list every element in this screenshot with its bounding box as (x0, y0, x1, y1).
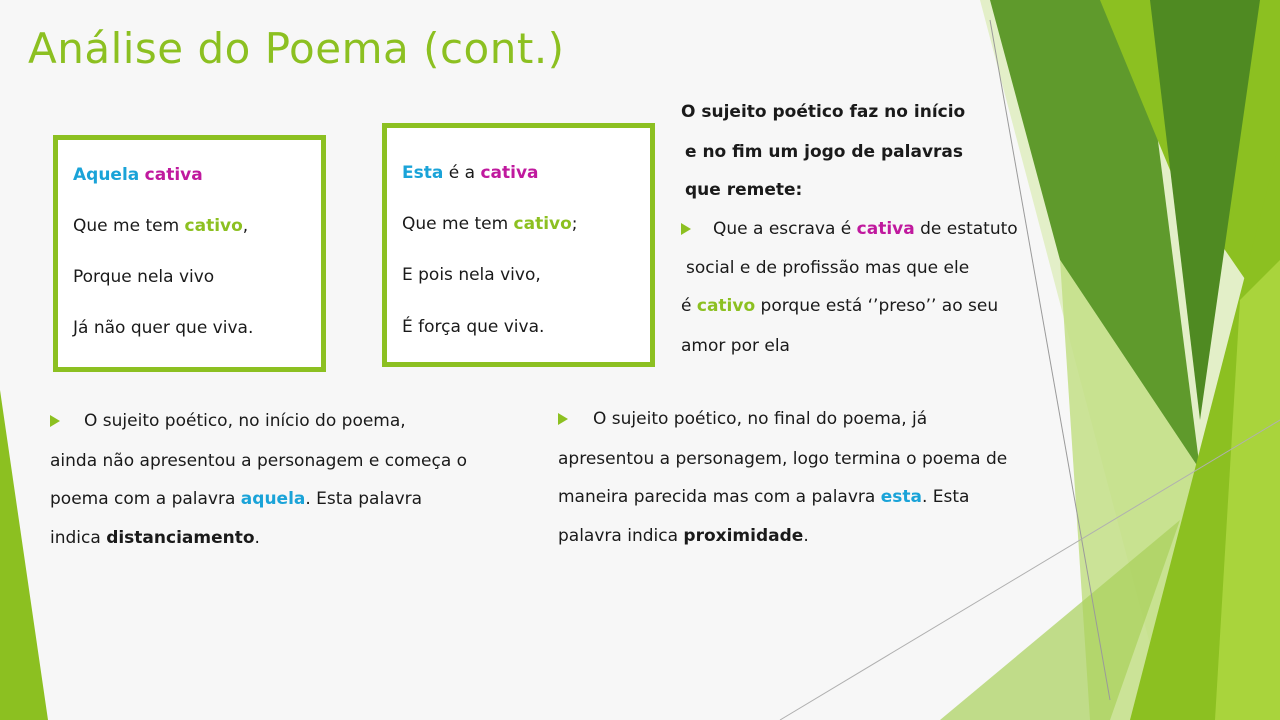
right-block-line-6-start: é (681, 296, 697, 316)
keyword-cativo: cativo (184, 216, 243, 236)
poem-left-line-2 (73, 216, 248, 236)
bottom-right-line-4-start: palavra indica (558, 526, 684, 546)
right-block-line-3: que remete: (685, 180, 803, 200)
bottom-left-line-3-start: poema com a palavra (50, 489, 241, 509)
poem-left-line-4: Já não quer que viva. (73, 318, 254, 338)
right-block-line-6 (681, 296, 998, 316)
bottom-left-line-3 (50, 489, 422, 509)
poem-left-line-3: Porque nela vivo (73, 267, 215, 287)
right-block-line-1: O sujeito poético faz no início (681, 102, 966, 122)
right-block-line-7: amor por ela (681, 336, 790, 356)
keyword-esta: Esta (402, 163, 444, 183)
bottom-right-line-4 (558, 526, 809, 546)
poem-middle-line-2 (402, 214, 578, 234)
bottom-left-line-2: ainda não apresentou a personagem e começa o (50, 451, 468, 471)
bottom-right-line-1 (558, 409, 927, 429)
right-block-line-2: e no fim um jogo de palavras (685, 142, 964, 162)
bottom-left-line-4-end: . (254, 528, 260, 548)
right-block-bullet-text: Que a escrava é (713, 219, 857, 239)
bottom-left-line-1-text: O sujeito poético, no início do poema, (84, 411, 406, 431)
page-title: Análise do Poema (cont.) (28, 24, 565, 73)
keyword-esta: esta (880, 487, 922, 507)
poem-box-middle (382, 123, 655, 367)
keyword-cativa: cativa (856, 219, 915, 239)
bullet-icon (558, 413, 568, 425)
bullet-icon (681, 223, 691, 235)
right-block-bullet-text-end: de estatuto (914, 219, 1018, 239)
poem-middle-line-1-text: é a (443, 163, 481, 183)
bottom-right-line-3 (558, 487, 969, 507)
bottom-left-line-4 (50, 528, 260, 548)
bottom-right-line-3-end: . Esta (921, 487, 970, 507)
keyword-distanciamento: distanciamento (106, 528, 255, 548)
bottom-left-line-1 (50, 411, 406, 431)
poem-middle-line-2-text: Que me tem (402, 214, 514, 234)
right-block-line-6-end: porque está ‘’preso’’ ao seu (755, 296, 999, 316)
keyword-cativa: cativa (144, 165, 203, 185)
right-block-bullet (681, 219, 1018, 239)
keyword-aquela: aquela (240, 489, 306, 509)
poem-left-line-2-punct: , (242, 216, 249, 236)
poem-middle-line-3: E pois nela vivo, (402, 265, 541, 285)
bottom-left-line-3-end: . Esta palavra (305, 489, 423, 509)
poem-left-line-1 (73, 165, 203, 185)
keyword-aquela: Aquela (73, 165, 140, 185)
keyword-cativo: cativo (513, 214, 572, 234)
bottom-right-line-2: apresentou a personagem, logo termina o poema de (558, 449, 1008, 469)
keyword-cativo: cativo (696, 296, 756, 316)
right-block-line-5: social e de profissão mas que ele (686, 258, 970, 278)
poem-left-line-2-text: Que me tem (73, 216, 185, 236)
keyword-proximidade: proximidade (683, 526, 804, 546)
bottom-right-line-4-end: . (803, 526, 809, 546)
bullet-icon (50, 415, 60, 427)
poem-middle-line-4: É força que viva. (402, 317, 545, 337)
keyword-cativa: cativa (480, 163, 539, 183)
bottom-right-line-1-text: O sujeito poético, no final do poema, já (593, 409, 928, 429)
bottom-right-line-3-start: maneira parecida mas com a palavra (558, 487, 881, 507)
bottom-left-line-4-start: indica (50, 528, 107, 548)
poem-box-left (53, 135, 326, 372)
poem-middle-line-2-punct: ; (571, 214, 578, 234)
poem-middle-line-1 (402, 163, 539, 183)
